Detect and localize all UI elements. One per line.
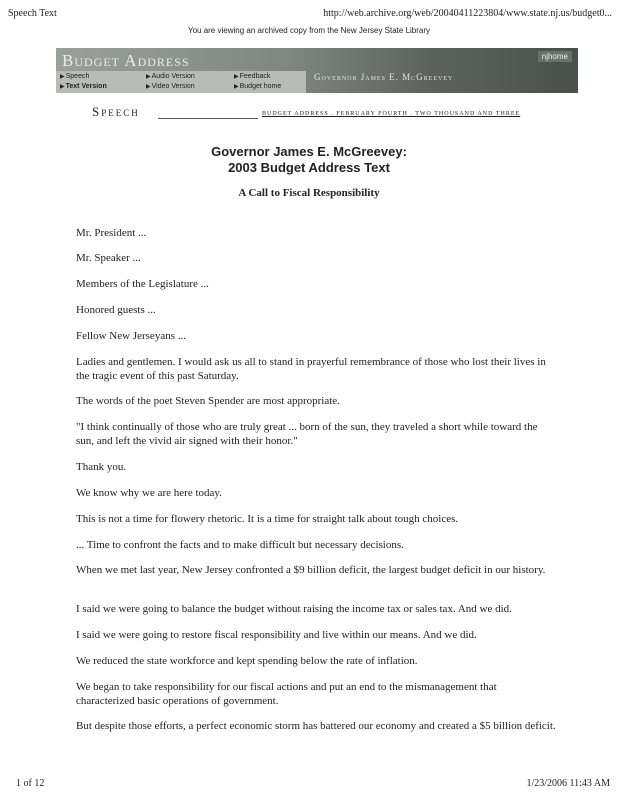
speech-paragraph: Ladies and gentlemen. I would ask us all to stand in prayerful remembrance of those who lost their lives in the tragic event of this past Saturday. (76, 356, 546, 382)
speech-paragraph: Fellow New Jerseyans ... (76, 330, 186, 342)
nav-budget-home-link[interactable]: ▶Budget home (234, 83, 282, 90)
page-title-line1: Governor James E. McGreevey: (211, 144, 407, 159)
triangle-right-icon: ▶ (146, 74, 151, 80)
speech-paragraph: Thank you. (76, 461, 127, 473)
archive-notice: You are viewing an archived copy from the New Jersey State Library (187, 26, 431, 35)
speech-paragraph: Honored guests ... (76, 304, 156, 316)
nav-speech-link[interactable]: ▶Speech (60, 73, 90, 80)
page-subheading: A Call to Fiscal Responsibility (238, 187, 380, 199)
speech-paragraph: I said we were going to balance the budget without raising the income tax or sales tax. And we did. (76, 603, 512, 615)
triangle-right-icon: ▶ (234, 84, 239, 90)
speech-paragraph: We reduced the state workforce and kept spending below the rate of inflation. (76, 655, 418, 667)
footer-page-number: 1 of 12 (16, 778, 45, 789)
triangle-right-icon: ▶ (60, 84, 65, 90)
speech-paragraph: "I think continually of those who are truly great ... born of the sun, they traveled a short while toward the sun, and left the vivid air signed with their honor." (76, 421, 538, 447)
speech-paragraph: We began to take responsibility for our fiscal actions and put an end to the mismanagement that characterized basic operations of government. (76, 681, 497, 707)
speech-paragraph: Mr. President ... (76, 227, 147, 239)
speech-paragraph: When we met last year, New Jersey confronted a $9 billion deficit, the largest budget deficit in our history. (76, 564, 546, 576)
banner-nav-menu (56, 71, 306, 93)
page-title-line2: 2003 Budget Address Text (228, 160, 390, 175)
banner-title: Budget Address (62, 51, 190, 70)
browser-page-title: Speech Text (8, 8, 57, 19)
budget-address-banner (56, 48, 578, 93)
speech-paragraph: But despite those efforts, a perfect economic storm has battered our economy and created a $5 billion deficit. (76, 720, 556, 732)
njhome-link[interactable]: njhome (538, 51, 572, 62)
triangle-right-icon: ▶ (60, 74, 65, 80)
speech-paragraph: This is not a time for flowery rhetoric. It is a time for straight talk about tough choices. (76, 513, 459, 525)
footer-timestamp: 1/23/2006 11:43 AM (526, 778, 610, 789)
speech-paragraph: The words of the poet Steven Spender are most appropriate. (76, 395, 340, 407)
triangle-right-icon: ▶ (146, 84, 151, 90)
speech-paragraph: ... Time to confront the facts and to make difficult but necessary decisions. (76, 539, 404, 551)
banner-governor-name: Governor James E. McGreevey (314, 72, 454, 82)
nav-text-version-link[interactable]: ▶Text Version (60, 83, 107, 90)
nav-video-version-link[interactable]: ▶Video Version (146, 83, 195, 90)
nav-audio-version-link[interactable]: ▶Audio Version (146, 73, 195, 80)
speech-paragraph: Mr. Speaker ... (76, 252, 141, 264)
section-subtitle: BUDGET ADDRESS . FEBRUARY FOURTH . TWO THOUSAND AND THREE (262, 111, 521, 117)
nav-feedback-link[interactable]: ▶Feedback (234, 73, 271, 80)
browser-url: http://web.archive.org/web/20040411223804/www.state.nj.us/budget0... (323, 8, 612, 19)
section-divider (158, 118, 258, 119)
speech-paragraph: Members of the Legislature ... (76, 278, 209, 290)
section-label: Speech (92, 104, 140, 119)
speech-paragraph: I said we were going to restore fiscal responsibility and live within our means. And we did. (76, 629, 477, 641)
speech-paragraph: We know why we are here today. (76, 487, 222, 499)
triangle-right-icon: ▶ (234, 74, 239, 80)
